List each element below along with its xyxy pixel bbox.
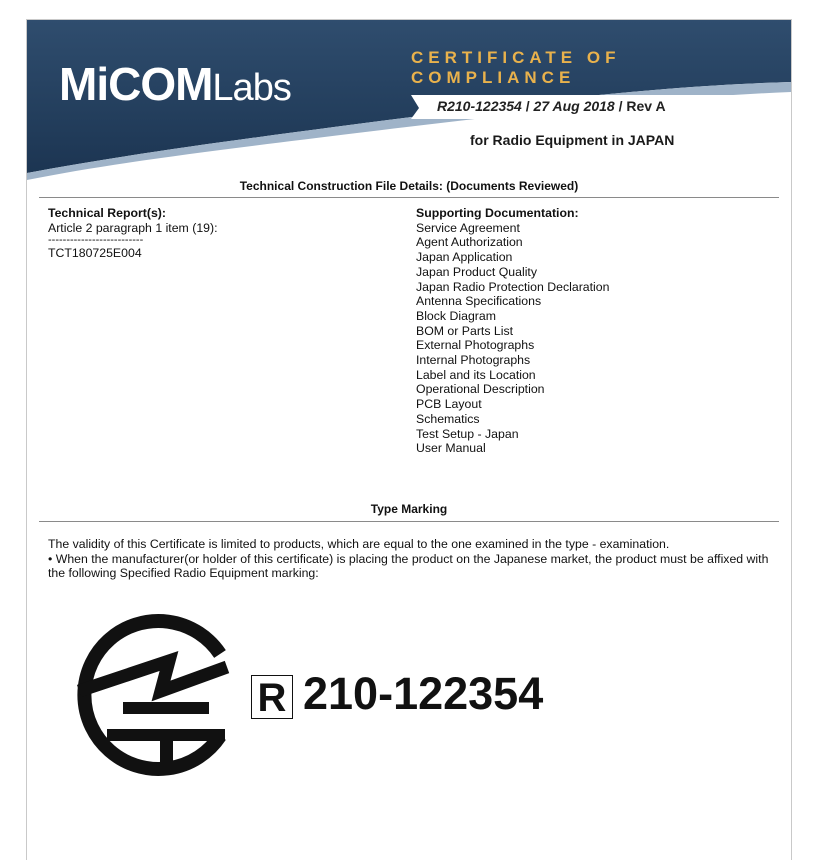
certificate-date: 27 Aug 2018 — [533, 98, 615, 114]
technical-report-item: TCT180725E004 — [48, 246, 142, 261]
supporting-doc-item: Label and its Location — [416, 367, 536, 382]
certificate-title: CERTIFICATE OF COMPLIANCE — [411, 48, 621, 87]
supporting-doc-item: Antenna Specifications — [416, 294, 542, 309]
supporting-doc-item: Schematics — [416, 411, 480, 426]
certificate-revision: Rev A — [626, 98, 666, 114]
separator: / — [614, 98, 627, 114]
supporting-doc-item: Block Diagram — [416, 308, 496, 323]
technical-reports-heading: Technical Report(s): — [48, 206, 166, 220]
supporting-doc-item: Service Agreement — [416, 220, 520, 235]
supporting-doc-item: External Photographs — [416, 338, 535, 353]
supporting-doc-item: Japan Application — [416, 250, 513, 265]
section-divider — [39, 197, 779, 198]
certificate-number: R210-122354 — [437, 98, 522, 114]
type-marking-text — [48, 537, 778, 581]
supporting-doc-item: Test Setup - Japan — [416, 426, 519, 441]
technical-reports-divider: -------------------------- — [48, 234, 144, 247]
supporting-doc-item: Operational Description — [416, 382, 545, 397]
certificate-id-line — [437, 98, 666, 114]
technical-reports-column — [48, 206, 218, 261]
section-divider — [39, 521, 779, 522]
company-logo — [59, 57, 291, 111]
logo-suffix: Labs — [212, 67, 291, 109]
certificate-page — [26, 19, 792, 860]
tcf-heading: Technical Construction File Details: (Documents Reviewed) — [239, 179, 579, 193]
separator: / — [521, 98, 534, 114]
supporting-doc-item: Japan Product Quality — [416, 264, 537, 279]
supporting-doc-item: Japan Radio Protection Declaration — [416, 279, 610, 294]
giteki-mark-icon — [77, 605, 247, 780]
radio-r-box: R — [251, 675, 293, 719]
supporting-docs-column — [416, 206, 609, 456]
validity-statement: The validity of this Certificate is limited to products, which are equal to the one examined in the type - examination. — [48, 537, 670, 551]
technical-reports-article: Article 2 paragraph 1 item (19): — [48, 220, 218, 235]
supporting-doc-item: BOM or Parts List — [416, 323, 514, 338]
logo-main: MiCOM — [59, 58, 213, 110]
supporting-doc-item: Internal Photographs — [416, 353, 531, 368]
certificate-subtitle: for Radio Equipment in JAPAN — [470, 132, 675, 148]
registration-number: 210-122354 — [303, 668, 544, 719]
type-marking-heading: Type Marking — [370, 502, 448, 516]
supporting-docs-heading: Supporting Documentation: — [416, 206, 579, 220]
supporting-doc-item: User Manual — [416, 441, 486, 456]
supporting-doc-item: Agent Authorization — [416, 235, 523, 250]
marking-instruction: • When the manufacturer(or holder of this certificate) is placing the product on the Japanese market, the product must be affixed with the following Specified Radio Equipment marking: — [48, 551, 769, 581]
supporting-doc-item: PCB Layout — [416, 397, 482, 412]
header-banner — [27, 20, 791, 180]
